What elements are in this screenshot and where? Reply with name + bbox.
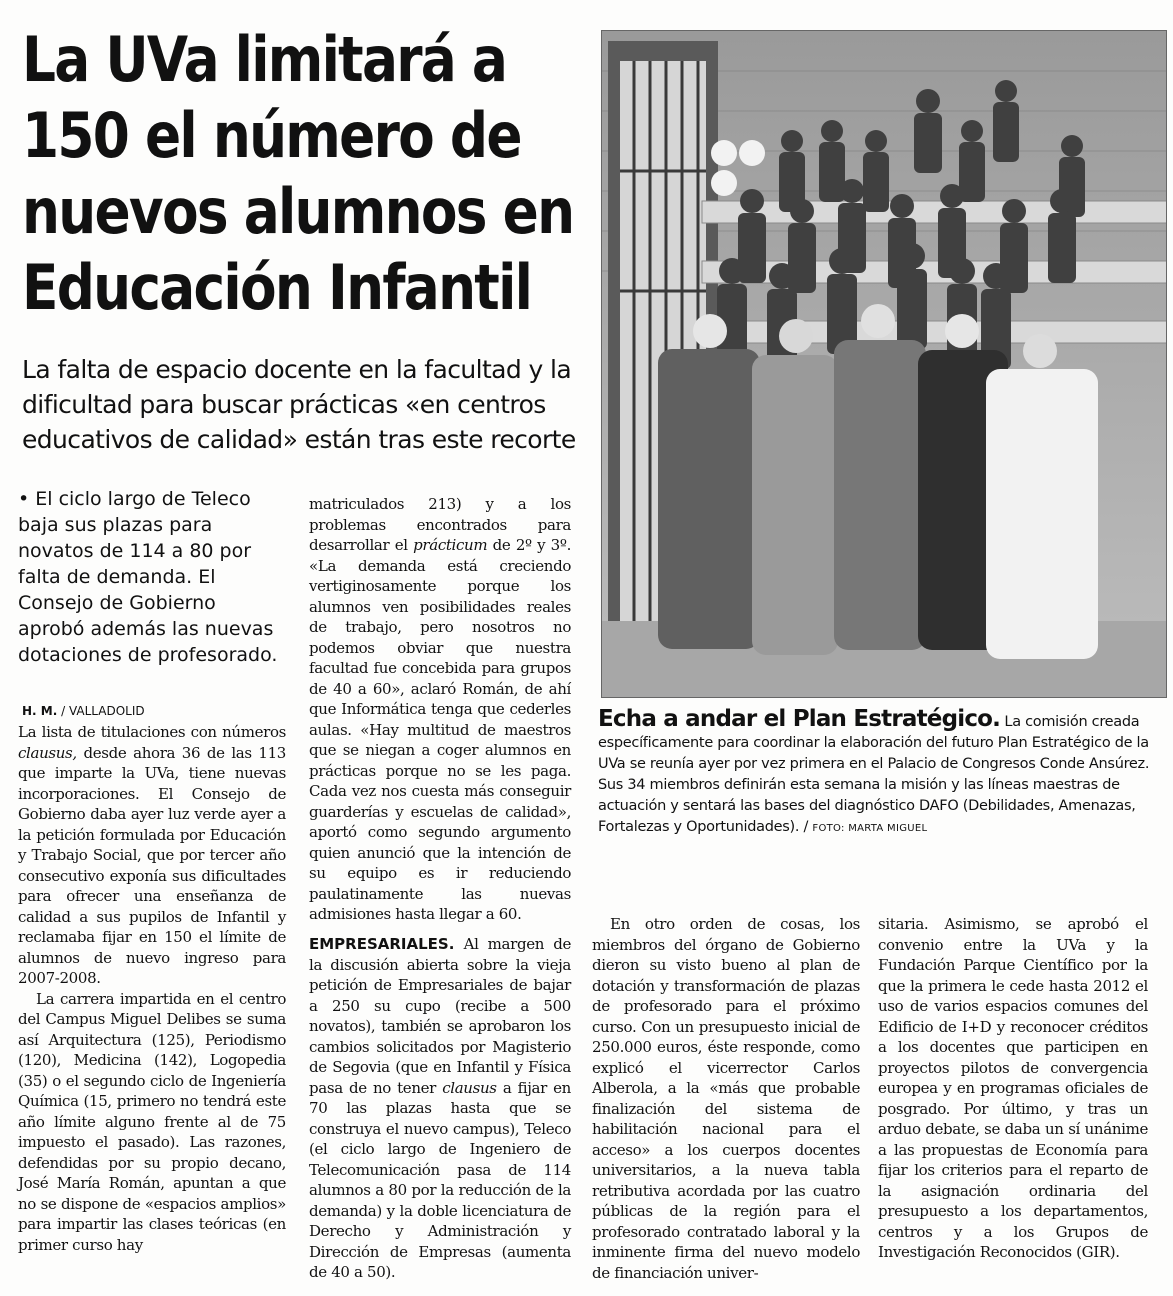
article-paragraph	[18, 722, 286, 989]
subheadline: La falta de espacio docente en la facultad y la dificultad para buscar prácticas «en centros educativos de calidad» están tras este recorte	[22, 355, 576, 454]
article-column-4	[878, 914, 1148, 1263]
caption-text: La comisión creada específicamente para coordinar la elaboración del futuro Plan Estratégico de la UVa se reunía ayer por vez primera en el Palacio de Congresos Conde Ansúrez. Sus 34 miembros definirán esta semana la misión y las líneas maestras de actuación y sentará las bases del diagnóstico DAFO (Debilidades, Amenazas, Fortalezas y Oportunidades). /	[598, 714, 1150, 835]
article-paragraph: sitaria. Asimismo, se aprobó el convenio entre la UVa y la Fundación Parque Científico por la que la primera le cede hasta 2012 el uso de varios espacios comunes del Edificio de I+D y reconocer créditos a los docentes que participen en proyectos pilotos de convergencia europea y en programas oficiales de posgrado. Por último, y tras un arduo debate, se daba un sí unánime a las propuestas de Economía para fijar los criterios para el reparto de la asignación ordinaria del presupuesto a los departamentos, centros y a los Grupos de Investigación Reconocidos (GIR).	[878, 915, 1148, 1261]
lead-summary: • El ciclo largo de Teleco baja sus plazas para novatos de 114 a 80 por falta de demanda. El Consejo de Gobierno aprobó además las nuevas dotaciones de profesorado.	[18, 488, 278, 666]
section-kicker: EMPRESARIALES.	[309, 935, 455, 953]
person-front-row	[658, 304, 1098, 659]
headline: La UVa limitará a 150 el número de nuevos alumnos en Educación Infantil	[22, 23, 574, 324]
text-run: La lista de titulaciones con números	[18, 723, 286, 741]
italic-term: clausus,	[18, 743, 77, 762]
article-paragraph	[309, 934, 571, 1283]
article-column-3	[592, 914, 860, 1283]
italic-term: prácticum	[413, 536, 488, 554]
article-column-2-section	[309, 934, 571, 1283]
article-paragraph	[309, 494, 571, 925]
photo-caption	[598, 706, 1170, 839]
photo-credit: FOTO: MARTA MIGUEL	[812, 823, 928, 834]
text-run: desde ahora 36 de las 113 que imparte la UVa, tiene nuevas incorporaciones. El Consejo de Gobierno daba ayer luz verde ayer a la petición formulada por Educación y Trabajo Social, que por tercer año consecutivo exponía sus dificultades para ofrecer una enseñanza de calidad a sus pupilos de Infantil y reclamaba fijar en 150 el límite de alumnos de nuevo ingreso para 2007-2008.	[18, 743, 286, 987]
italic-term: clausus	[442, 1078, 497, 1097]
byline-location: / VALLADOLID	[57, 704, 145, 718]
group-photo	[601, 30, 1167, 698]
text-run: Al margen de la discusión abierta sobre la vieja petición de Empresariales de bajar a 250 su cupo (recibe a 500 novatos), también se aprobaron los cambios solicitados por Magisterio de Segovia (que en Infantil y Física pasa de no tener	[309, 935, 571, 1097]
caption-title: Echa a andar el Plan Estratégico.	[598, 706, 1001, 732]
article-column-2	[309, 494, 571, 925]
article-column-1	[18, 722, 286, 1255]
text-run: de 2º y 3º. «La demanda está creciendo vertiginosamente porque los alumnos ven posibilidades reales de trabajo, pero nosotros no podemos obviar que nuestra facultad fue concebida para grupos de 40 a 60», aclaró Román, de ahí que Informática tenga que cederles aulas. «Hay multitud de maestros que se niegan a coger alumnos en prácticas porque no se les paga. Cada vez nos cuesta más conseguir guarderías y escuelas de calidad», aportó como segundo argumento quien anunció que la intención de su equipo es ir reduciendo paulatinamente las nuevas admisiones hasta llegar a 60.	[309, 536, 571, 923]
byline	[22, 703, 282, 719]
byline-author: H. M.	[22, 704, 58, 718]
text-run: matriculados 213) y a los problemas encontrados para desarrollar el	[309, 495, 571, 554]
article-paragraph: En otro orden de cosas, los miembros del órgano de Gobierno dieron su visto bueno al plan de dotación y transformación de plazas de profesorado para el próximo curso. Con un presupuesto inicial de 250.000 euros, éste responde, como explicó el vicerrector Carlos Alberola, a la «más que probable finalización del sistema de habilitación nacional para el acceso» a los cuerpos docentes universitarios, a la nueva tabla retributiva acordada por las cuatro públicas de la región para el profesorado contratado laboral y la inminente firma del nuevo modelo de financiación univer-	[592, 915, 860, 1282]
group-photo-illustration	[602, 31, 1167, 698]
article-paragraph: La carrera impartida en el centro del Campus Miguel Delibes se suma así Arquitectura (125), Periodismo (120), Medicina (142), Logopedia (35) o el segundo ciclo de Ingeniería Química (15, primero no tendrá este año límite alguno frente al de 75 impuesto el pasado). Las razones, defendidas por su propio decano, José María Román, apuntan a que no se dispone de «espacios amplios» para impartir las clases teóricas (en primer curso hay	[18, 989, 286, 1254]
text-run: a fijar en 70 las plazas hasta que se construya el nuevo campus), Teleco (el ciclo largo de Ingeniero de Telecomunicación pasa de 114 alumnos a 80 por la reducción de la demanda) y la doble licenciatura de Derecho y Administración y Dirección de Empresas (aumenta de 40 a 50).	[309, 1078, 571, 1281]
